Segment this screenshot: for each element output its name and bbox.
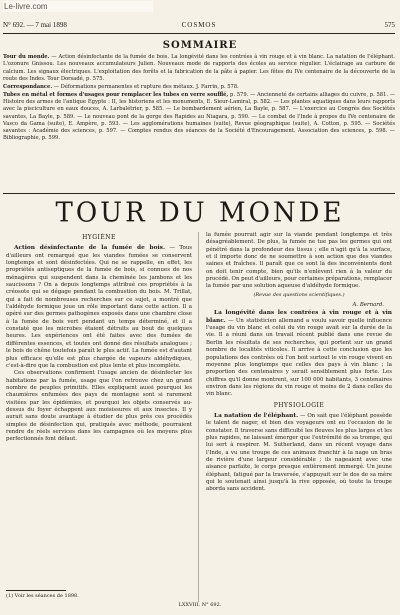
summary-lead: Tour du monde.: [3, 54, 50, 60]
summary-block: [3, 54, 395, 143]
journal-title: COSMOS: [181, 21, 217, 29]
article-paragraph: [6, 370, 192, 443]
section-heading-hygiene: HYGIÈNE: [82, 234, 116, 241]
article-paragraph: [206, 413, 392, 494]
summary-text: p. 579. — Ancienneté de certains alliages du cuivre, p. 581. — Histoire des armes de l'antique Égypte : II, les historiens et les monuments, E. Sieur-Lamiral, p. 582. — Les plantes aquatiques dans leurs rapports avec la pisciculture en eaux douces, A. Larbalétrier, p. 585. — Le bombardement aérien, La Bayle, p. 587. — L'exercice au Congrès des Sociétés savantes, La Bayle, p. 589. — Le nouveau pont de la gorge des Rapides au Niagara, p. 590. — Le combat de l'Inde à propos du IVe centenaire de Vasco da Gama (suite), E. Ampère, p. 593. — Les agglomérations humaines (suite), Revue géographique (suite), A. Cotton, p. 595. — Sociétés savantes : Académie des sciences, p. 597. — Comptes rendus des séances de la Société d'Encouragement. Association des sciences, p. 598. — Bibliographie, p. 599.: [3, 91, 395, 142]
article-text: — On sait que l'éléphant possède le talent de nager, et bien des voyageurs ont eu l'occasion de le constater. Il traverse sans difficulté les fleuves les plus larges et les plus rapides, ne laissant émerger que l'extrémité de sa trompe, qui lui sert à respirer. M. Sutherland, dans un récent voyage dans l'Inde, a vu une troupe de ces animaux franchir à la nage un bras de rivière d'une largeur considérable ; ils nageaient avec une aisance parfaite, le corps presque entièrement immergé. Un jeune éléphant, fatigué par la traversée, s'appuyait sur le dos de sa mère qui le soutenait ainsi jusqu'à la rive opposée, où toute la troupe aborda sans accident.: [206, 412, 393, 493]
right-column: [206, 232, 392, 494]
article-paragraph: [206, 310, 392, 398]
summary-text: — Déformations permanentes et rupture des métaux. J. Farrin, p. 578.: [52, 83, 239, 90]
summary-title: SOMMAIRE: [162, 40, 238, 51]
issue-number: N° 692. — 7 mai 1898: [3, 21, 67, 29]
section-heading-physiologie: PHYSIOLOGIE: [273, 401, 325, 409]
article-title: La longévité dans les contrées à vin rouge et à vin blanc.: [206, 310, 392, 324]
header-rule: [3, 33, 395, 34]
article-text: — Un statisticien allemand a voulu savoir quelle influence l'usage du vin blanc et celui du vin rouge avait sur la durée de la vie. Il a réuni dans un travail récent publié dans une revue de Berlin les résultats de ses recherches, qui portent sur un grand nombre de localités viticoles. Il arrive à cette conclusion que les populations des contrées où l'on boit surtout le vin rouge vivent en moyenne plus longtemps que celles des pays à vin blanc ; la proportion des centenaires y serait sensiblement plus forte. Les chiffres qu'il donne montrent, sur 100 000 habitants, 3 centenaires environ dans les régions du vin rouge et moins de 2 dans celles du vin blanc.: [206, 317, 392, 398]
summary-paragraph: [3, 84, 395, 91]
summary-lead: Correspondance.: [3, 83, 53, 90]
summary-lead: Tubes en métal et formes d'usages pour remplacer les tubes en verre soufflé,: [3, 91, 229, 98]
article-signature: A. Bernard.: [352, 302, 384, 309]
summary-text: — Action désinfectante de la fumée de bois. La longévité dans les contrées à vin rouge et à vin blanc. La natation de l'éléphant. L'ozonure Gnissou. Les nouveaux accumulateurs Julien. Nouveaux mode de rapports des écoles au service régulier. L'éclairage au carbure de calcium. Les signaux électriques. L'exploitation des forêts et la fabrication de la pâte à papier. Les fêtes du IVe centenaire de la découverte de la route des Indes. Tour Dorsadé, p. 575.: [3, 54, 395, 82]
page-footer: LXXVIII. N° 692.: [178, 602, 222, 608]
summary-paragraph: [3, 92, 395, 143]
article-paragraph: [6, 245, 192, 370]
article-text: la fumée pourrait agir sur la viande pendant longtemps et très désagréablement. De plus, la fumée ne tue pas les germes qui ont pénétré dans la profondeur des tissus ; elle n'agit qu'à la surface, et il importe donc de ne soumettre à son action que des viandes saines et fraîches. Il paraît que ce sont là des inconvénients dont on doit tenir compte, bien qu'ils n'enlèvent rien à la valeur du procédé. On peut d'ailleurs, pour certaines préparations, remplacer la fumée par une solution aqueuse d'aldéhyde formique.: [206, 232, 392, 290]
article-title: La natation de l'éléphant.: [214, 412, 299, 419]
article-text: — Tous d'ailleurs ont remarqué que les viandes fumées se conservent longtemps et sont désinfectées. Qui ne se rappelle, en effet, les propriétés antiseptiques de la fumée de bois, si connues de nos ménagères qui suspendent dans la cheminée les jambons et les saucissons ? On a depuis longtemps attribué ces propriétés à la créosote qui se dégage pendant la combustion du bois. M. Trillat, qui a fait de nombreuses recherches sur ce sujet, a montré que l'aldéhyde formique joue un rôle important dans cette action. Il a opéré sur des germes pathogènes exposés dans une chambre close à la fumée de bois vert pendant un temps déterminé, et il a constaté que les microbes étaient détruits au bout de quelques heures. Les expériences ont été faites avec des fumées de différentes essences, et toutes ont donné des résultats analogues ; le bois de chêne toutefois paraît le plus actif. La fumée est d'autant plus efficace qu'elle est plus chargée de vapeurs aldéhydiques, c'est-à-dire que la combustion est plus lente et plus incomplète.: [6, 245, 193, 369]
summary-bottom-rule: [3, 193, 395, 194]
watermark-label: Le-livre.com: [3, 1, 153, 12]
summary-paragraph: [3, 54, 395, 83]
page-header: [3, 19, 395, 31]
footnote-rule: [6, 590, 66, 591]
left-column: [6, 232, 192, 444]
article-source: (Revue des questions scientifiques.): [253, 291, 345, 298]
article-title: Action désinfectante de la fumée de bois.: [14, 245, 165, 252]
footnote: (1) Voir les séances de 1898.: [6, 593, 79, 599]
page-number: 575: [384, 21, 395, 29]
article-text: Ces observations confirment l'usage ancien de désinfecter les habitations par la fumée, usage que l'on retrouve chez un grand nombre de peuples primitifs. Elles expliquent aussi pourquoi les chaumières enfumées des pays de montagne sont si rarement visitées par les épidémies, et pourquoi les objets conservés au-dessus du foyer échappent aux moisissures et aux insectes. Il y aurait sans doute avantage à étudier de plus près ces procédés simples de désinfection qui, pratiqués avec méthode, pourraient rendre de réels services dans les campagnes où les moyens plus perfectionnés font défaut.: [6, 370, 192, 443]
article-paragraph: [206, 232, 392, 291]
section-main-title: TOUR DU MONDE: [55, 197, 345, 229]
column-divider: [198, 232, 199, 602]
